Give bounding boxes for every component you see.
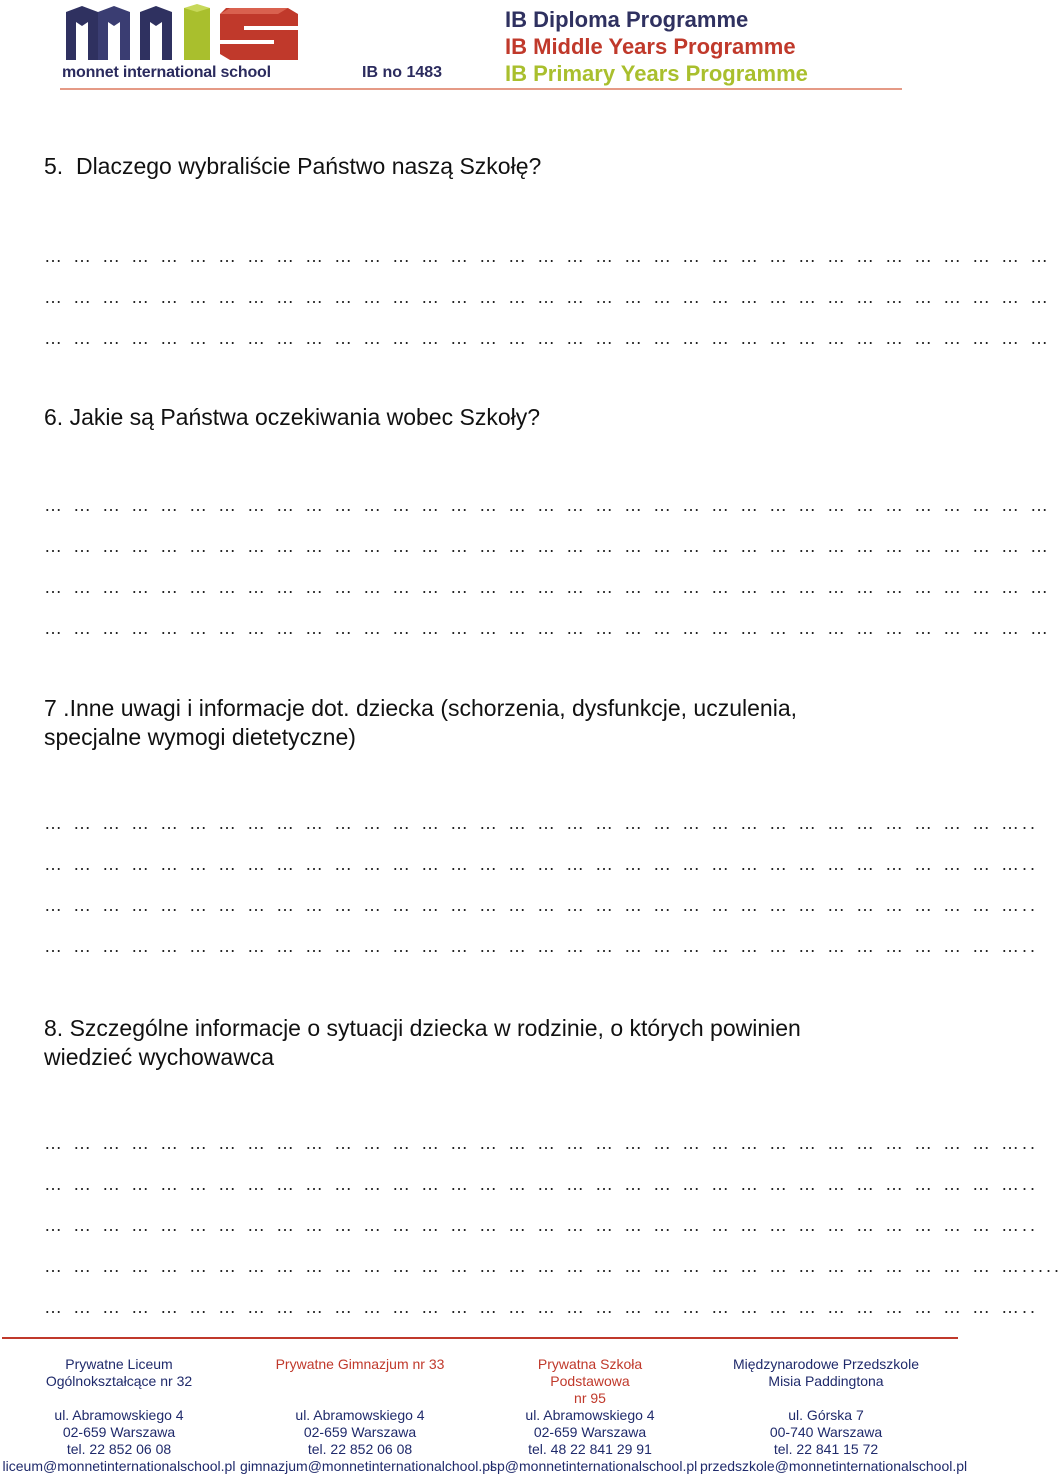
footer-city: 00-740 Warszawa xyxy=(769,1424,883,1440)
footer-heading: Prywatne Gimnazjum nr 33 xyxy=(275,1356,445,1372)
footer-divider xyxy=(2,1337,958,1339)
answer-line[interactable]: … … … … … … … … … … … … … … … … … … … … … … … … … … … … … … … … … … … xyxy=(44,287,1052,307)
footer-phone: tel. 22 852 06 08 xyxy=(307,1441,413,1457)
footer-street: ul. Abramowskiego 4 xyxy=(295,1407,425,1423)
footer-col-szkola-podstawowa xyxy=(490,1356,698,1475)
question-8 xyxy=(44,1014,924,1072)
footer-email[interactable]: przedszkole@monnetinternationalschool.pl xyxy=(700,1458,968,1474)
answer-lines-5 xyxy=(44,236,1052,359)
question-text: 5. Dlaczego wybraliście Państwo naszą Szkołę? xyxy=(44,153,542,179)
answer-line[interactable]: … … … … … … … … … … … … … … … … … … … … … … … … … … … … … … … … … ….. xyxy=(44,895,1039,915)
answer-lines-6 xyxy=(44,485,1052,649)
programme-dp: IB Diploma Programme xyxy=(505,7,749,32)
ib-programmes xyxy=(505,6,808,87)
footer-street: ul. Górska 7 xyxy=(788,1407,864,1423)
mis-logo-icon xyxy=(58,4,328,66)
programme-myp: IB Middle Years Programme xyxy=(505,34,796,59)
question-7 xyxy=(44,694,924,752)
answer-line[interactable]: … … … … … … … … … … … … … … … … … … … … … … … … … … … … … … … … … … … xyxy=(44,328,1052,348)
answer-line[interactable]: … … … … … … … … … … … … … … … … … … … … … … … … … … … … … … … … … … … xyxy=(44,495,1052,515)
footer-city: 02-659 Warszawa xyxy=(533,1424,647,1440)
question-text: 8. Szczególne informacje o sytuacji dziecka w rodzinie, o których powinien wiedzieć wychowawca xyxy=(44,1015,801,1070)
answer-line[interactable]: … … … … … … … … … … … … … … … … … … … … … … … … … … … … … … … … … … … xyxy=(44,618,1052,638)
answer-lines-8 xyxy=(44,1123,1062,1328)
footer-email[interactable]: sp@monnetinternationalschool.pl xyxy=(490,1458,698,1474)
footer-phone: tel. 22 852 06 08 xyxy=(66,1441,172,1457)
answer-line[interactable]: … … … … … … … … … … … … … … … … … … … … … … … … … … … … … … … … … … … xyxy=(44,536,1052,556)
footer-col-liceum xyxy=(0,1356,238,1475)
answer-line[interactable]: … … … … … … … … … … … … … … … … … … … … … … … … … … … … … … … … … …..... xyxy=(44,1256,1062,1276)
footer-col-gimnazjum xyxy=(240,1356,494,1475)
ib-number: IB no 1483 xyxy=(362,64,443,81)
footer-phone: tel. 48 22 841 29 91 xyxy=(528,1441,652,1457)
footer-heading: Prywatna Szkoła xyxy=(537,1356,643,1372)
answer-line[interactable]: … … … … … … … … … … … … … … … … … … … … … … … … … … … … … … … … … ….. xyxy=(44,1133,1039,1153)
footer-street: ul. Abramowskiego 4 xyxy=(54,1407,184,1423)
question-5 xyxy=(44,152,924,181)
question-6 xyxy=(44,403,924,432)
header-divider xyxy=(60,88,902,90)
footer-heading: Międzynarodowe Przedszkole xyxy=(733,1356,919,1372)
question-text: 7 .Inne uwagi i informacje dot. dziecka (schorzenia, dysfunkcje, uczulenia, specjalne wymogi dietetyczne) xyxy=(44,695,798,750)
footer-city: 02-659 Warszawa xyxy=(303,1424,417,1440)
footer-heading: Misia Paddingtona xyxy=(768,1373,884,1389)
answer-line[interactable]: … … … … … … … … … … … … … … … … … … … … … … … … … … … … … … … … … … … xyxy=(44,577,1052,597)
answer-line[interactable]: … … … … … … … … … … … … … … … … … … … … … … … … … … … … … … … … … … … xyxy=(44,246,1052,266)
school-name-logo: monnet international school xyxy=(62,64,271,81)
answer-line[interactable]: … … … … … … … … … … … … … … … … … … … … … … … … … … … … … … … … … ….. xyxy=(44,1174,1039,1194)
question-text: 6. Jakie są Państwa oczekiwania wobec Szkoły? xyxy=(44,404,541,430)
answer-line[interactable]: … … … … … … … … … … … … … … … … … … … … … … … … … … … … … … … … … ….. xyxy=(44,1297,1039,1317)
footer-heading: nr 95 xyxy=(574,1390,606,1406)
answer-lines-7 xyxy=(44,803,1039,967)
answer-line[interactable]: … … … … … … … … … … … … … … … … … … … … … … … … … … … … … … … … … ….. xyxy=(44,854,1039,874)
footer-col-przedszkole xyxy=(700,1356,968,1475)
footer-phone: tel. 22 841 15 72 xyxy=(773,1441,879,1457)
footer-street: ul. Abramowskiego 4 xyxy=(525,1407,655,1423)
footer-heading: Prywatne Liceum xyxy=(65,1356,173,1372)
answer-line[interactable]: … … … … … … … … … … … … … … … … … … … … … … … … … … … … … … … … … ….. xyxy=(44,936,1039,956)
footer-email[interactable]: liceum@monnetinternationalschool.pl xyxy=(2,1458,236,1474)
footer-heading: Podstawowa xyxy=(550,1373,630,1389)
answer-line[interactable]: … … … … … … … … … … … … … … … … … … … … … … … … … … … … … … … … … ….. xyxy=(44,813,1039,833)
answer-line[interactable]: … … … … … … … … … … … … … … … … … … … … … … … … … … … … … … … … … ….. xyxy=(44,1215,1039,1235)
footer-city: 02-659 Warszawa xyxy=(62,1424,176,1440)
letterhead xyxy=(0,0,960,95)
programme-pyp: IB Primary Years Programme xyxy=(505,61,808,86)
footer-heading: Ogólnokształcące nr 32 xyxy=(45,1373,193,1389)
footer-email[interactable]: gimnazjum@monnetinternationalchool.pl xyxy=(240,1458,494,1474)
